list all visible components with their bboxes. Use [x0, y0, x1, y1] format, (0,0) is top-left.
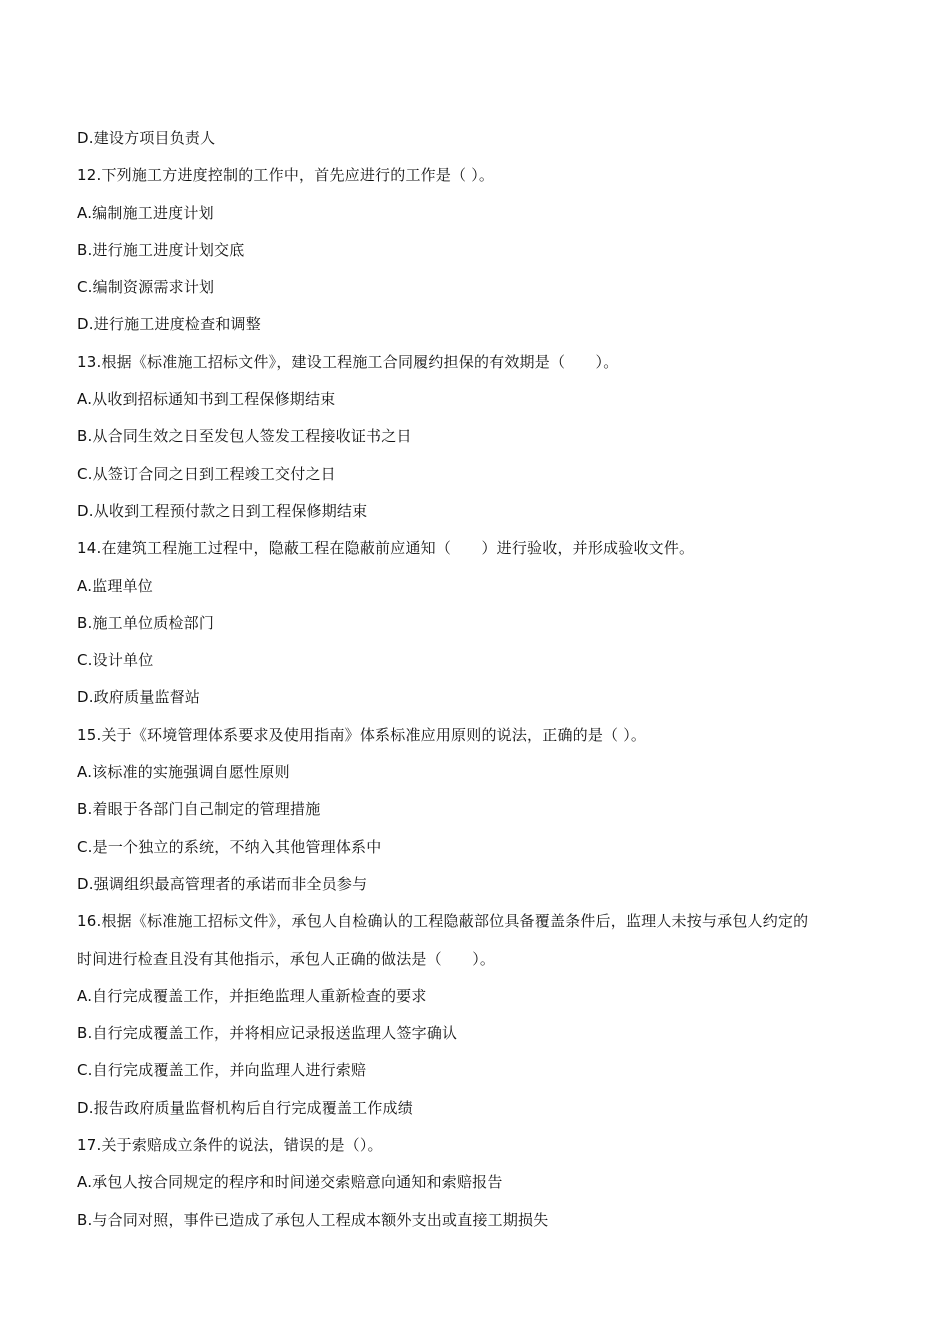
question-16-line-1: 16.根据《标准施工招标文件》，承包人自检确认的工程隐蔽部位具备覆盖条件后，监理人未按与承包人约定的	[77, 912, 809, 931]
option-c-q14: C.设计单位	[77, 651, 154, 670]
question-17: 17.关于索赔成立条件的说法，错误的是（）。	[77, 1136, 383, 1155]
option-b-q16: B.自行完成覆盖工作，并将相应记录报送监理人签字确认	[77, 1024, 458, 1043]
option-b-q17: B.与合同对照，事件已造成了承包人工程成本额外支出或直接工期损失	[77, 1210, 549, 1229]
option-b-q12: B.进行施工进度计划交底	[77, 240, 245, 259]
option-d-q11: D.建设方项目负责人	[77, 129, 216, 147]
option-a-q12: A.编制施工进度计划	[77, 203, 214, 222]
option-c-q15: C.是一个独立的系统，不纳入其他管理体系中	[77, 837, 382, 856]
option-d-q16: D.报告政府质量监督机构后自行完成覆盖工作成绩	[77, 1098, 413, 1117]
option-a-q15: A.该标准的实施强调自愿性原则	[77, 763, 290, 782]
option-b-q14: B.施工单位质检部门	[77, 613, 215, 632]
option-b-q15: B.着眼于各部门自己制定的管理措施	[77, 800, 321, 819]
document-body	[77, 120, 897, 1239]
option-a-q14: A.监理单位	[77, 576, 153, 595]
option-d-q15: D.强调组织最高管理者的承诺而非全员参与	[77, 874, 368, 893]
question-15: 15.关于《环境管理体系要求及使用指南》体系标准应用原则的说法，正确的是（ ）。	[77, 725, 647, 744]
question-14: 14.在建筑工程施工过程中，隐蔽工程在隐蔽前应通知（ ）进行验收，并形成验收文件。	[77, 539, 695, 558]
option-d-q13: D.从收到工程预付款之日到工程保修期结束	[77, 501, 368, 520]
option-a-q17: A.承包人按合同规定的程序和时间递交索赔意向通知和索赔报告	[77, 1173, 503, 1192]
option-b-q13: B.从合同生效之日至发包人签发工程接收证书之日	[77, 427, 412, 446]
option-c-q16: C.自行完成覆盖工作，并向监理人进行索赔	[77, 1061, 367, 1080]
option-c-q12: C.编制资源需求计划	[77, 278, 215, 297]
question-13: 13.根据《标准施工招标文件》，建设工程施工合同履约担保的有效期是（ ）。	[77, 352, 619, 371]
option-a-q13: A.从收到招标通知书到工程保修期结束	[77, 390, 336, 409]
option-d-q12: D.进行施工进度检查和调整	[77, 315, 261, 334]
question-16-line-2: 时间进行检查且没有其他指示，承包人正确的做法是（ ）。	[77, 949, 496, 968]
option-c-q13: C.从签订合同之日到工程竣工交付之日	[77, 464, 336, 483]
option-d-q14: D.政府质量监督站	[77, 688, 201, 707]
option-a-q16: A.自行完成覆盖工作，并拒绝监理人重新检查的要求	[77, 986, 427, 1005]
question-12: 12.下列施工方进度控制的工作中，首先应进行的工作是（ ）。	[77, 166, 495, 185]
